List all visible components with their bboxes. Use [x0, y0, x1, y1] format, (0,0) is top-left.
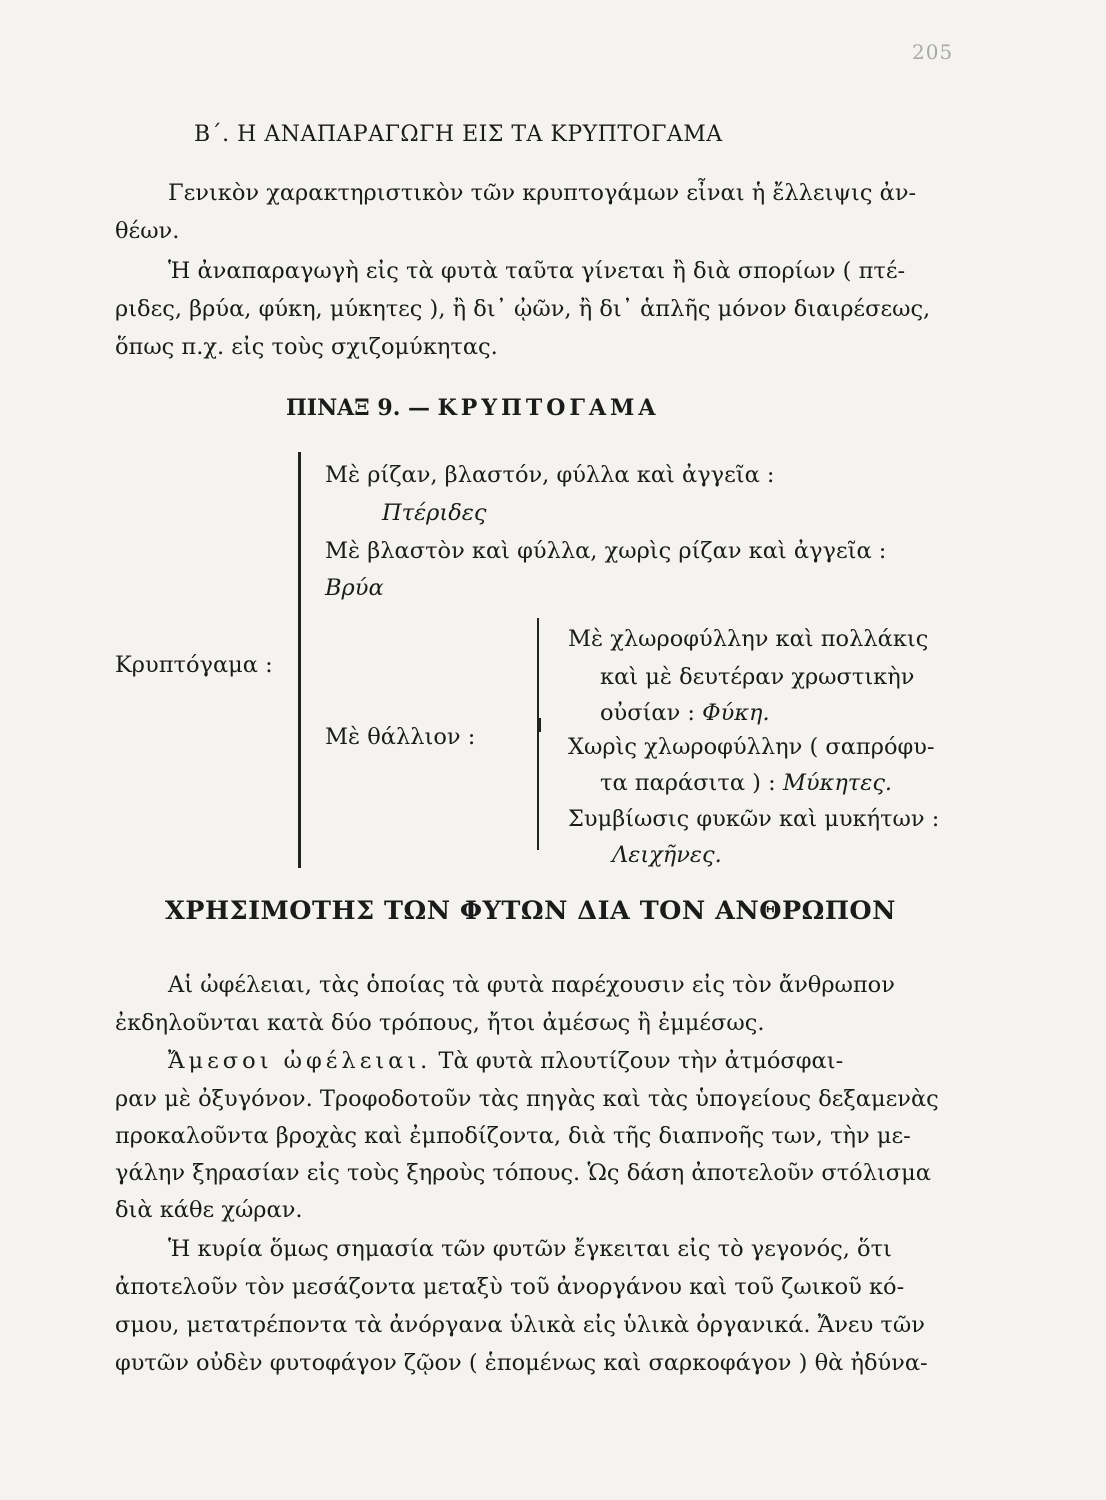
paragraph-line — [168, 1042, 843, 1080]
paragraph-line: ἐκδηλοῦνται κατὰ δύο τρόπους, ἤτοι ἀμέσως ἢ ἐμμέσως. — [115, 1010, 765, 1036]
main-brace — [298, 452, 301, 868]
sub1-name: Φύκη. — [702, 700, 770, 726]
table-row2-name: Βρύα — [325, 575, 384, 601]
paragraph-line: ἀποτελοῦν τὸν μεσάζοντα μεταξὺ τοῦ ἀνοργάνου καὶ τοῦ ζωικοῦ κό- — [115, 1274, 905, 1300]
sub1-line — [600, 694, 770, 732]
paragraph-line: προκαλοῦντα βροχὰς καὶ ἐμποδίζοντα, διὰ τῆς διαπνοῆς των, τὴν με- — [115, 1123, 911, 1149]
paragraph-line: σμου, μετατρέποντα τὰ ἀνόργανα ὑλικὰ εἰς ὑλικὰ ὀργανικά. Ἄνευ τῶν — [115, 1312, 925, 1338]
sub1-line: Μὲ χλωροφύλλην καὶ πολλάκις — [568, 626, 929, 652]
paragraph-line: Αἱ ὠφέλειαι, τὰς ὁποίας τὰ φυτὰ παρέχουσιν εἰς τὸν ἄνθρωπον — [168, 972, 895, 998]
table-row1-name: Πτέριδες — [382, 500, 487, 526]
table-row2: Μὲ βλαστὸν καὶ φύλλα, χωρὶς ρίζαν καὶ ἀγγεῖα : — [325, 538, 887, 564]
table-title-main: ΚΡΥΠΤΟΓΑΜΑ — [437, 395, 660, 421]
paragraph-line: γάλην ξηρασίαν εἰς τοὺς ξηροὺς τόπους. Ὡς δάση ἀποτελοῦν στόλισμα — [115, 1160, 931, 1186]
sub2-line2-text: τα παράσιτα ) : — [600, 770, 776, 796]
paragraph-line: διὰ κάθε χώραν. — [115, 1197, 303, 1223]
table-title — [286, 395, 659, 421]
table-title-prefix: ΠΙΝΑΞ 9. — — [286, 395, 438, 421]
paragraph-line: Ἡ κυρία ὅμως σημασία τῶν φυτῶν ἔγκειται εἰς τὸ γεγονός, ὅτι — [168, 1236, 892, 1262]
section-heading: Β΄. Η ΑΝΑΠΑΡΑΓΩΓΗ ΕΙΣ ΤΑ ΚΡΥΠΤΟΓΑΜΑ — [194, 122, 723, 147]
sub2-line — [600, 764, 892, 802]
thallus-label: Μὲ θάλλιον : — [325, 724, 476, 750]
sub2-line: Χωρὶς χλωροφύλλην ( σαπρόφυ- — [568, 734, 935, 760]
paragraph-line: ραν μὲ ὀξυγόνον. Τροφοδοτοῦν τὰς πηγὰς καὶ τὰς ὑπογείους δεξαμενὰς — [115, 1086, 939, 1112]
direct-term: Ἄμεσοι ὠφέλειαι. — [168, 1048, 432, 1074]
sub1-line: καὶ μὲ δευτέραν χρωστικὴν — [600, 664, 915, 690]
page-number: 205 — [912, 40, 954, 64]
thallus-brace-point — [531, 718, 541, 732]
table-left-label: Κρυπτόγαμα : — [115, 652, 273, 678]
paragraph-line: Ἡ ἀναπαραγωγὴ εἰς τὰ φυτὰ ταῦτα γίνεται ἢ διὰ σπορίων ( πτέ- — [168, 258, 906, 284]
paragraph-line: Γενικὸν χαρακτηριστικὸν τῶν κρυπτογάμων εἶναι ἡ ἔλλειψις ἀν- — [168, 180, 917, 206]
sub3-line: Συμβίωσις φυκῶν καὶ μυκήτων : — [568, 806, 940, 832]
usefulness-heading: ΧΡΗΣΙΜΟΤΗΣ ΤΩΝ ΦΥΤΩΝ ΔΙΑ ΤΟΝ ΑΝΘΡΩΠΟΝ — [165, 896, 896, 925]
direct-rest: Τὰ φυτὰ πλουτίζουν τὴν ἀτμόσφαι- — [431, 1048, 844, 1074]
sub1-line3-text: οὐσίαν : — [600, 700, 696, 726]
paragraph-line: ριδες, βρύα, φύκη, μύκητες ), ἢ δι᾿ ᾠῶν, ἢ δι᾿ ἁπλῆς μόνον διαιρέσεως, — [115, 296, 931, 322]
table-row1: Μὲ ρίζαν, βλαστόν, φύλλα καὶ ἀγγεῖα : — [325, 462, 775, 488]
paragraph-line: φυτῶν οὐδὲν φυτοφάγον ζῷον ( ἑπομένως καὶ σαρκοφάγον ) θὰ ἠδύνα- — [115, 1350, 928, 1376]
paragraph-line: ὅπως π.χ. εἰς τοὺς σχιζομύκητας. — [115, 334, 498, 360]
sub2-name: Μύκητες. — [782, 770, 893, 796]
sub3-name: Λειχῆνες. — [612, 842, 722, 868]
paragraph-line: θέων. — [115, 218, 180, 244]
thallus-brace — [537, 618, 539, 850]
